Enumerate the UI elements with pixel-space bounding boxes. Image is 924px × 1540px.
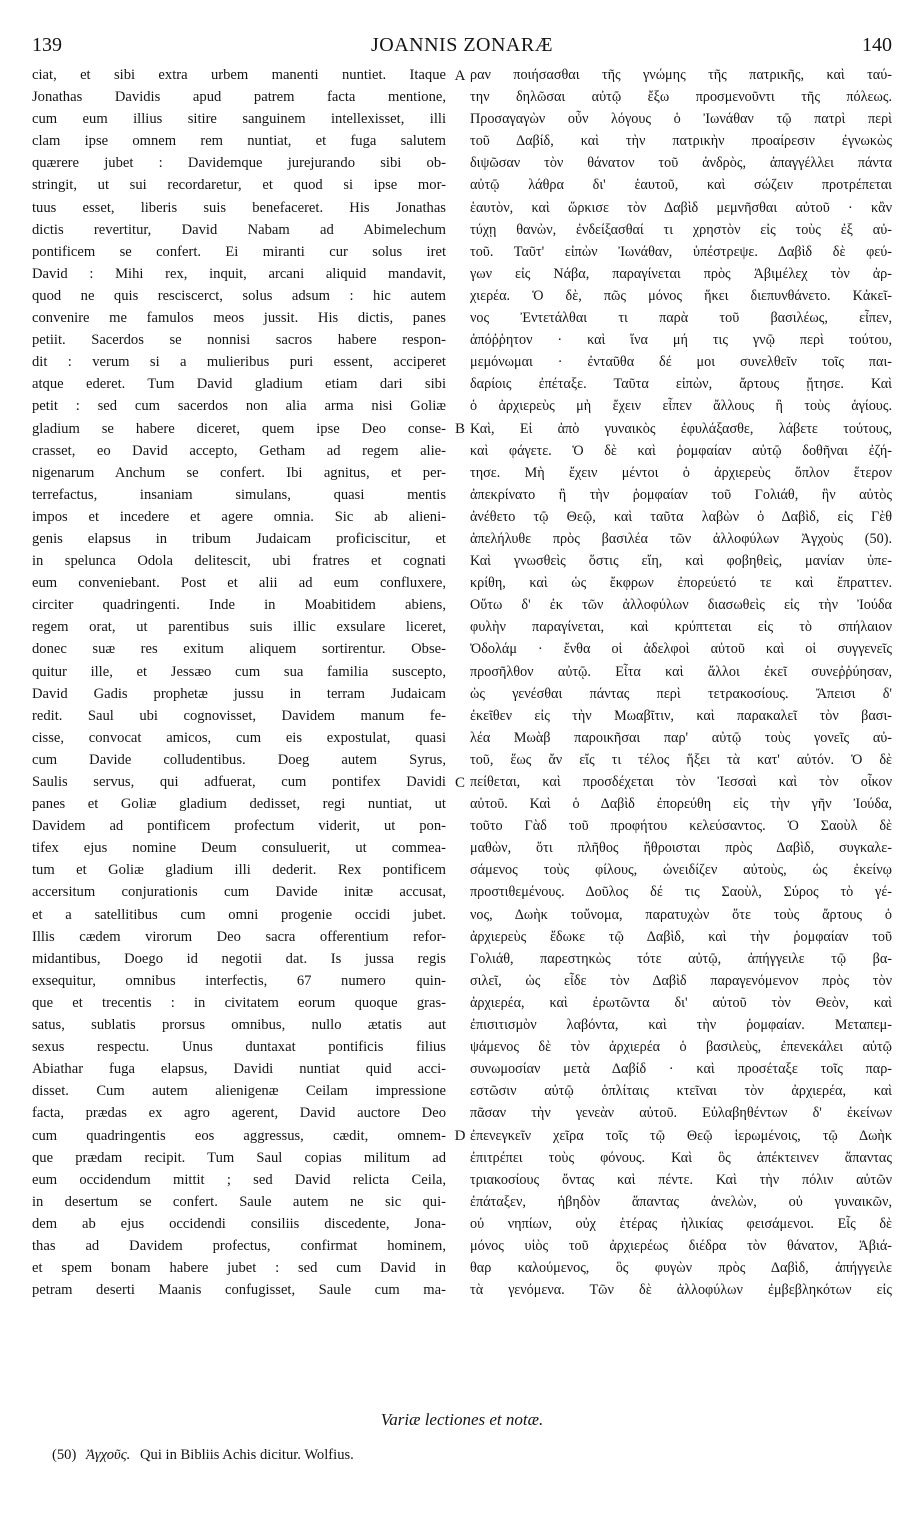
greek-text-line: εστῶσιν αὐτῷ ὁπλίταις κτεῖναι τὸν ἀρχιερέα, καὶ [470,1083,892,1100]
margin-marker-c: C [454,775,465,791]
latin-text-line: cum quadringentis eos aggressus, cædit, omnem- [32,1127,446,1144]
greek-text-line: συνωμοσίαν μετὰ Δαβίδ · καὶ προσέταξε τοῖς παρ- [470,1061,892,1078]
greek-text-line: πᾶσαν τὴν γενεὰν αὐτοῦ. Εὐλαβηθέντων δ' ἐκείνων [470,1105,892,1122]
latin-text-line: sexus respectu. Unus duntaxat pontificis filius [32,1039,446,1056]
latin-text-line: satus, sublatis prorsus omnibus, nullo ætatis aut [32,1017,446,1034]
latin-text-line: ciat, et sibi extra urbem manenti nuntiet. Itaque [32,67,446,83]
latin-text-line: facta, prædas ex agro agerent, David auctore Deo [32,1105,446,1122]
running-title: JOANNIS ZONARÆ [370,34,553,56]
latin-text-line: dit : verum si a mulieribus puri essent, acciperet [32,354,446,371]
greek-text-line: θαρ καλούμενος, ὃς φυγὼν πρὸς Δαβὶδ, ἀπήγγειλε [470,1260,892,1277]
greek-text-line: τύχῃ θανὼν, ἐνδείξασθαί τι χρηστὸν εἰς τοὺς ἐξ αὐ- [470,221,892,238]
latin-text-line: clam ipse omnem rem nuntiat, et fuga salutem [32,133,446,150]
greek-text-line: πείθεται, καὶ προσδέχεται τὸν Ἰεσσαὶ καὶ τὸν οἶκον [470,774,892,790]
footnote-text: Qui in Bibliis Achis dicitur. Wolfius. [140,1447,354,1463]
greek-text-line: τὰ γενόμενα. Τῶν δὲ ἀλλοφύλων ἐμβεβληκότων εἰς [470,1282,892,1299]
latin-text-line: genis elapsus in tribum Judaicam proficiscitur, et [32,530,446,547]
greek-text-line: μεμόνωμαι · ἐνταῦθα δέ μοι συνελθεῖν τοῖς παι- [470,354,892,371]
latin-text-line: Abiathar fuga elapsus, Davidi nuntiat quid acci- [32,1061,446,1078]
greek-text-line: νος Ἐντετάλθαι τι παρὰ τοῦ βασιλέως, εἶπεν, [470,310,892,327]
latin-text-line: cum eum illius sitire sanguinem intellexisset, illi [32,111,446,128]
greek-text-line: Ὀδολάμ · ἔνθα οἱ ἀδελφοὶ αὐτοῦ καὶ οἱ συγγενεῖς [470,641,892,658]
greek-text-line: τριακοσίους ὄντας καὶ πέντε. Καὶ τὴν πόλιν αὐτῶν [470,1171,892,1188]
greek-text-line: λέα Μωὰβ παροικῆσαι παρ' αὐτῷ τοὺς γονεῖς αὐ- [470,729,892,746]
greek-text-line: μαθὼν, ὅτι πλῆθος ἤθροισται πρὸς Δαβὶδ, συγκαλε- [470,840,892,857]
page-number-right: 140 [862,34,892,56]
greek-text-line: ψάμενος δὲ τὸν ἀρχιερέα ὁ βασιλεὺς, ἐπενεκάλει αὐτῷ [470,1039,892,1056]
latin-text-line: que prædam recipit. Tum Saul copias militum ad [32,1149,446,1166]
greek-text-line: Προσαγαγὼν οὖν λόγους ὁ Ἰωνάθαν τῷ πατρὶ περὶ [470,111,892,128]
latin-text-line: in spelunca Odola delitescit, ubi fratres et cognati [32,553,446,570]
greek-text-line: σάμενος τοὺς φίλους, ὠνειδίζεν αὐτοὺς, ὡς ἐκείνῳ [470,862,892,879]
greek-text-line: τοῦτο Γὰδ τοῦ προφήτου κελεύσαντος. Ὁ Σαοὺλ δὲ [470,818,892,835]
latin-text-line: crasset, eo David accepto, Getham ad regem alie- [32,442,446,459]
latin-text-line: atque ederet. Tum David gladium etiam dari sibi [32,376,446,393]
greek-text-line: μόνος υἱὸς τοῦ ἀρχιερέως διέδρα τὸν θάνατον, Ἀβιά- [470,1237,892,1254]
greek-text-line: ὁ ἀρχιερεὺς μὴ ἔχειν εἶπεν ἄλλους ἢ τοὺς ἁγίους. [470,398,892,415]
latin-text-line: nigenarum Anchum se confert. Ibi agnitus, et per- [32,464,446,481]
latin-text-line: convenire me famulos meos jussit. His dictis, panes [32,310,446,327]
latin-text-line: que et trecentis : in civitatem eorum quoque gras- [32,994,446,1011]
greek-text-line: ἀπελήλυθε πρὸς βασιλέα τῶν ἀλλοφύλων Ἀγχοὺς (50). [470,530,892,547]
greek-text-line: νος, Δωὴκ τοὔνομα, παρατυχὼν ὅτε τοὺς ἄρτους ὁ [470,906,892,923]
latin-text-line: thas ad Davidem profectus, confirmat hominem, [32,1237,446,1254]
page-number-left: 139 [32,34,62,56]
latin-text-line: tuus esset, liberis suis benefaceret. His Jonathas [32,199,446,216]
footnote-number: (50) [52,1447,77,1463]
latin-text-line: cisse, convocat amicos, cum eis expostulat, quasi [32,729,446,746]
latin-text-line: pontificem se confert. Ei miranti cur solus iret [32,243,446,260]
greek-text-line: ἀρχιερέα, καὶ ἐρωτῶντα δι' αὐτοῦ τὸν Θεὸν, καὶ [470,994,892,1011]
latin-text-line: panes et Goliæ gladium dedisset, regi nuntiat, ut [32,796,446,813]
latin-text-line: et a satellitibus cum omni progenie occidi jubet. [32,906,446,923]
latin-text-line: midantibus, Doego id negotii dat. Is jussa regis [32,950,446,967]
footnote-greek-lemma: Ἀγχοῦς. [85,1447,131,1463]
greek-text-line: αὐτῷ λάθρα δι' ἑαυτοῦ, καὶ σώζειν προτρέπεται [470,177,892,194]
latin-text-line: petram deserti Maanis confugisset, Saule cum ma- [32,1282,446,1299]
greek-text-line: ἐπισιτισμὸν λαβόντα, καὶ τὴν ῥομφαίαν. Μεταπεμ- [470,1017,892,1034]
greek-text-line: τησε. Μὴ ἔχειν μέντοι ὁ ἀρχιερεὺς ὅπλον ἕτερον [470,464,892,481]
greek-text-column [470,64,892,1301]
latin-text-line: Saulis servus, qui adfuerat, cum pontifex Davidi [32,774,446,790]
latin-text-line: Jonathas Davidis apud patrem facta mentione, [32,89,446,106]
latin-text-line: accersitum conjurationis cum Davide initæ accusat, [32,884,446,901]
greek-text-line: ἀρχιερεὺς ἔδωκε τῷ Δαβὶδ, καὶ τὴν ῥομφαίαν τοῦ [470,928,892,945]
latin-text-line: dictis revertitur, David Nabam ad Abimelechum [32,221,446,238]
latin-text-line: gladium se habere diceret, quem ipse Deo conse- [32,420,446,437]
latin-text-line: Davidem ad pontificem profectum viderit, ut pon- [32,818,446,835]
notes-heading: Variæ lectiones et notæ. [380,1410,544,1429]
latin-text-line: petit : sed cum sacerdos non alia arma nisi Goliæ [32,398,446,415]
greek-text-line: Καὶ γνωσθεὶς ὅστις εἴη, καὶ φοβηθεὶς, μανίαν ὑπε- [470,553,892,570]
latin-text-line: redit. Saul ubi cognovisset, Davidem manum fe- [32,707,446,724]
greek-text-line: Καὶ, Εἰ ἀπὸ γυναικὸς ἐφυλάξασθε, λάβετε τούτους, [470,420,892,437]
greek-text-line: σιλεῖ, ὡς εἶδε τὸν Δαβὶδ παραγενόμενον πρὸς τὸν [470,972,892,989]
latin-text-line: tifex ejus nomine Deum consuluerit, ut commea- [32,840,446,857]
latin-text-line: dem ab ejus occidendi consiliis discedente, Jona- [32,1215,446,1232]
greek-text-line: ἀπόῤῥητον · καὶ ἵνα μή τις γνῷ περὶ τούτου, [470,332,892,349]
margin-marker-a: A [454,68,466,84]
latin-text-line: petiit. Sacerdos se nonnisi sacros habere respon- [32,332,446,349]
greek-text-line: ἐπιτρέπει τοὺς φόνους. Καὶ ὃς ἀπέκτεινεν ἅπαντας [470,1149,892,1166]
greek-text-line: κρίθη, καὶ ὡς ἔκφρων ἐπορεύετό τε καὶ ἔπραττεν. [470,575,892,592]
greek-text-line: Οὕτω δ' ἐκ τῶν ἀλλοφύλων διασωθεὶς εἰς τὴν Ἰούδα [470,597,892,614]
greek-text-line: τοῦ. Ταῦτ' εἰπὼν Ἰωνάθαν, ὑπέστρεψε. Δαβὶδ δὲ φεύ- [470,243,892,260]
greek-text-line: προστιθεμένους. Δοῦλος δέ τις Σαοὺλ, Σύρος τὸ γέ- [470,884,892,901]
latin-text-column [32,64,446,1301]
latin-text-line: in desertum se confert. Saule autem ne sic qui- [32,1193,446,1210]
latin-text-line: eum occidendum mittit ; sed David relicta Ceila, [32,1171,446,1188]
greek-text-line: προσῆλθον αὐτῷ. Εἶτα καὶ ἄλλοι ἐκεῖ συνεῤῥύησαν, [470,663,892,680]
margin-marker-b: B [454,421,465,437]
greek-text-line: ἐκεῖθεν εἰς τὴν Μωαβῖτιν, καὶ παρακαλεῖ τὸν βασι- [470,707,892,724]
latin-text-line: terrefactus, insaniam simulans, quasi mentis [32,486,446,503]
greek-text-line: διψῶσαν τὸν θάνατον τοῦ ἀνδρὸς, ἀπαγγέλλει πάντα [470,155,892,172]
greek-text-line: δαρίοις ἐπέταξε. Ταῦτα εἰπὼν, ἄρτους ᾔτησε. Καὶ [470,376,892,393]
greek-text-line: την δηλῶσαι αὐτῷ ἔξω προσμενοῦντι τῆς πόλεως. [470,89,892,106]
greek-text-line: ἀνέθετο τῷ Θεῷ, καὶ ταῦτα λαβὼν ὁ Δαβὶδ, εἰς Γὲθ [470,508,892,525]
latin-text-line: exsequitur, omnibus interfectis, 67 numero quin- [32,972,446,989]
latin-text-line: Illis cædem virorum Deo sacra offerentium refor- [32,928,446,945]
footnote-50 [52,1444,892,1466]
latin-text-line: impos et incedere et agere omnia. Sic ab alieni- [32,508,446,525]
latin-text-line: David : Mihi rex, inquit, arcani aliquid mandavit, [32,265,446,282]
greek-text-line: ἑαυτὸν, καὶ ὥρκισε τὸν Δαβὶδ μεμνῆσθαι αὐτοῦ · κἂν [470,199,892,216]
latin-text-line: David Gadis prophetæ jussu in terram Judaicam [32,685,446,702]
greek-text-line: ὡς γενέσθαι πάντας περὶ τετρακοσίους. Ἄπεισι δ' [470,685,892,702]
running-head [32,30,892,60]
greek-text-line: οὐ νηπίων, οὐχ ἑτέρας ἡλικίας φεισάμενοι. Εἷς δὲ [470,1215,892,1232]
greek-text-line: ἐπάταξεν, ἡβηδὸν ἅπαντας ἀνελὼν, οὐ γυναικῶν, [470,1193,892,1210]
latin-text-line: cum Davide colludentibus. Doeg autem Syrus, [32,751,446,768]
greek-text-line: γων εἰς Νάβα, παραγίνεται πρὸς Ἀβιμέλεχ τὸν ἀρ- [470,265,892,282]
margin-marker-d: D [454,1128,466,1144]
greek-text-line: τοῦ, ἕως ἄν εἴς τι τέλος ἥξει τὰ κατ' αὐτόν. Ὁ δὲ [470,751,892,768]
greek-text-line: ἐπενεγκεῖν χεῖρα τοῖς τῷ Θεῷ ἱερωμένοις, τῷ Δωὴκ [470,1127,892,1144]
latin-text-line: stringit, ut sui recordaretur, et quod si ipse mor- [32,177,446,194]
greek-text-line: αὐτοῦ. Καὶ ὁ Δαβὶδ ἐπορεύθη εἰς τὴν γῆν Ἰούδα, [470,796,892,813]
latin-text-line: regem orat, ut parentibus suis illic exsulare liceret, [32,619,446,636]
latin-text-line: circiter quadringenti. Inde in Moabitidem abiens, [32,597,446,614]
greek-text-line: Γολιάθ, παρεστηκὼς τότε αὐτῷ, ἀπήγγειλε τῷ βα- [470,950,892,967]
latin-text-line: quod ne quis resciscerct, solus adsum : hic autem [32,287,446,304]
latin-text-line: quitur ille, et Jessæo cum sua familia suscepto, [32,663,446,680]
latin-text-line: quærere jubet : Davidemque jurejurando sibi ob- [32,155,446,172]
latin-text-line: tum et Goliæ gladium illi dederit. Rex pontificem [32,862,446,879]
latin-text-line: eum conveniebant. Post et alii ad eum confluxere, [32,575,446,592]
latin-text-line: et spem bonam habere jubet : sed cum David in [32,1260,446,1277]
greek-text-line: χιερέα. Ὁ δὲ, πῶς μόνος ἥκει διεπυνθάνετο. Κἀκεῖ- [470,287,892,304]
greek-text-line: φυλὴν παραγίνεται, καὶ κρύπτεται εἰς τὸ σπήλαιον [470,619,892,636]
greek-text-line: ραν ποιήσασθαι τῆς γνώμης τῆς πατρικῆς, καὶ ταύ- [470,67,892,83]
latin-text-line: donec suæ res exitum aliquem sortirentur. Obse- [32,641,446,658]
latin-text-line: disset. Cum autem alienigenæ Ceilam impressione [32,1083,446,1100]
greek-text-line: καὶ φάγετε. Ὁ δὲ καὶ ῥομφαίαν αὐτῷ δοθῆναι ἐζή- [470,442,892,459]
greek-text-line: ἀπεκρίνατο ἢ τὴν ῥομφαίαν τοῦ Γολιάθ, ἣν αὐτὸς [470,486,892,503]
greek-text-line: τοῦ Δαβίδ, καὶ τὴν πατρικὴν προαίρεσιν ἐγνωκὼς [470,133,892,150]
